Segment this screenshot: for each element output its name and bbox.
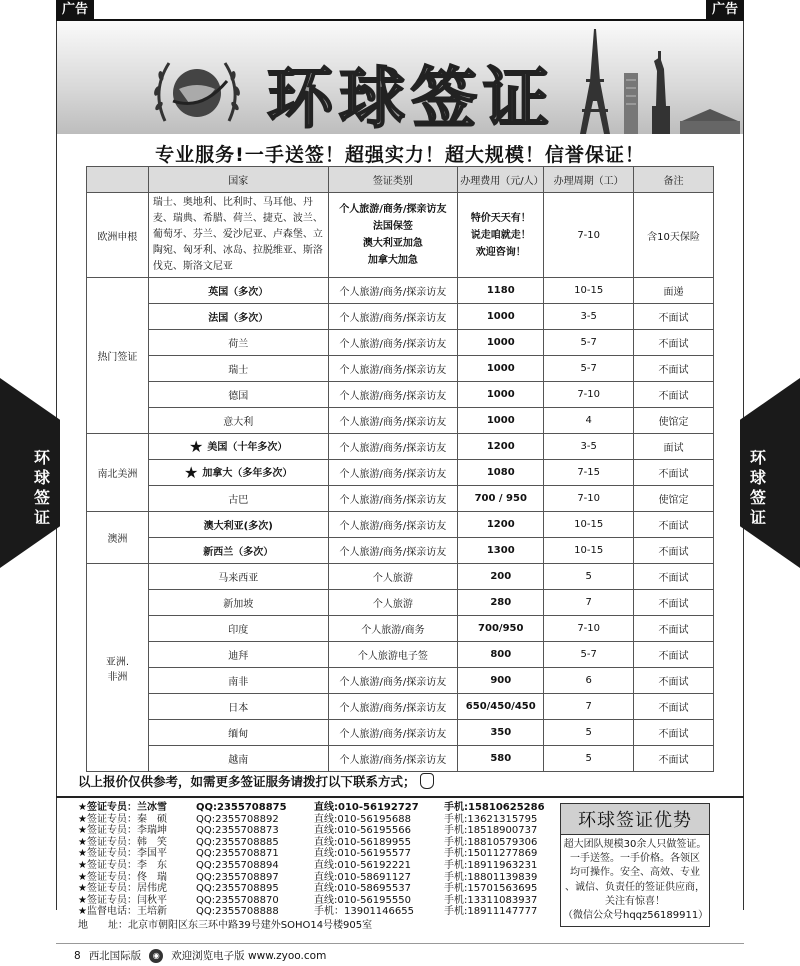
table-row: [87, 746, 714, 772]
note-cell: 不面试: [634, 616, 714, 642]
period-cell: 7-10: [544, 616, 634, 642]
advantage-box: [560, 803, 710, 927]
header-visa-type: 签证类别: [328, 167, 458, 193]
schengen-fee-line: 欢迎咨询！: [475, 246, 526, 258]
country-cell: [148, 382, 328, 408]
schengen-type-line: 个人旅游/商务/探亲访友: [339, 204, 447, 215]
period-cell: 5-7: [544, 642, 634, 668]
star-icon: ★: [189, 437, 204, 456]
region-cell: 澳洲: [87, 512, 149, 564]
contact-qq: QQ:2355708892: [196, 813, 279, 825]
fee-cell: 280: [458, 590, 544, 616]
advantage-line: 均可操作。安全、高效、专业: [570, 867, 700, 879]
header-country: 国家: [148, 167, 328, 193]
contact-mobile: 手机:18801139839: [444, 871, 538, 883]
fee-cell: 200: [458, 564, 544, 590]
ad-label-left: 广告: [56, 0, 94, 20]
country-name: 荷兰: [228, 339, 249, 350]
note-cell: 不面试: [634, 460, 714, 486]
schengen-period: 7-10: [544, 193, 634, 278]
note-cell: 不面试: [634, 694, 714, 720]
header-note: 备注: [634, 167, 714, 193]
country-name: 迪拜: [228, 651, 249, 662]
period-cell: 5-7: [544, 330, 634, 356]
header-period: 办理周期（工）: [544, 167, 634, 193]
visa-type-cell: 个人旅游/商务/探亲访友: [328, 434, 458, 460]
contact-mobile: 手机:18911147777: [444, 906, 538, 918]
country-name: 美国（十年多次）: [207, 442, 288, 453]
table-row-schengen: [87, 193, 714, 278]
ad-label-right: 广告: [706, 0, 744, 20]
visa-type-cell: 个人旅游/商务/探亲访友: [328, 486, 458, 512]
contact-row: [78, 872, 564, 884]
visa-type-cell: 个人旅游/商务/探亲访友: [328, 408, 458, 434]
period-cell: 3-5: [544, 434, 634, 460]
note-cell: 面递: [634, 278, 714, 304]
contact-qq: QQ:2355708888: [196, 906, 279, 918]
visa-type-cell: 个人旅游: [328, 564, 458, 590]
country-cell: [148, 694, 328, 720]
table-row: [87, 512, 714, 538]
note-cell: 不面试: [634, 590, 714, 616]
contact-mobile: 手机:15011277869: [444, 848, 538, 860]
advantage-line: 一手送签。一手价格。各领区: [570, 853, 700, 865]
country-cell: [148, 460, 328, 486]
contact-phone: 直线:010-56195688: [314, 813, 411, 825]
page-number: 8: [74, 949, 81, 962]
contact-mobile: 手机:18810579306: [444, 836, 538, 848]
region-cell: 欧洲申根: [87, 193, 149, 278]
country-cell: [148, 590, 328, 616]
contact-row: [78, 848, 564, 860]
contact-role: ★签证专员：李瑞坤: [78, 825, 167, 837]
paper-name: 西北国际版: [88, 950, 142, 962]
contact-row: [78, 837, 564, 849]
note-cell: 使馆定: [634, 408, 714, 434]
country-name: 印度: [228, 625, 249, 636]
section-divider: [56, 796, 744, 798]
note-cell: 不面试: [634, 642, 714, 668]
advantage-line: 超大团队规模30余人只做签证。: [563, 839, 707, 850]
country-name: 新加坡: [223, 599, 254, 610]
country-cell: [148, 616, 328, 642]
table-row: [87, 590, 714, 616]
country-name: 瑞士: [228, 365, 249, 376]
contact-row: [78, 814, 564, 826]
contact-role: ★签证专员：韩 笑: [78, 836, 167, 848]
fee-cell: 350: [458, 720, 544, 746]
country-name: 意大利: [223, 417, 254, 428]
note-cell: 不面试: [634, 330, 714, 356]
contact-row: [78, 860, 564, 872]
fee-cell: 1000: [458, 382, 544, 408]
header-fee: 办理费用（元/人）: [458, 167, 544, 193]
period-cell: 10-15: [544, 538, 634, 564]
note-cell: 不面试: [634, 668, 714, 694]
page-footer: [74, 948, 326, 963]
country-name: 古巴: [228, 495, 249, 506]
advantage-line: 关注有惊喜！: [605, 895, 665, 907]
contact-mobile: 手机:13621315795: [444, 813, 538, 825]
visa-type-cell: 个人旅游: [328, 590, 458, 616]
visa-type-cell: 个人旅游/商务/探亲访友: [328, 304, 458, 330]
table-row: [87, 460, 714, 486]
side-label-right: 环球签证: [749, 448, 766, 527]
contact-qq: QQ:2355708871: [196, 848, 279, 860]
fee-cell: 1000: [458, 408, 544, 434]
schengen-type-line: 法国保签: [372, 221, 413, 232]
advantage-title: 环球签证优势: [561, 804, 709, 835]
table-row: [87, 278, 714, 304]
country-name: 澳大利亚(多次): [203, 521, 273, 532]
country-cell: [148, 538, 328, 564]
table-row: [87, 486, 714, 512]
contact-row: [78, 895, 564, 907]
contact-role: ★签证专员：李国平: [78, 848, 167, 860]
period-cell: 7: [544, 590, 634, 616]
period-cell: 4: [544, 408, 634, 434]
landmarks-illustration: [552, 21, 742, 134]
contact-qq: QQ:2355708894: [196, 859, 279, 871]
fee-cell: 650/450/450: [458, 694, 544, 720]
advantage-body: [561, 835, 709, 926]
period-cell: 6: [544, 668, 634, 694]
fee-cell: 580: [458, 746, 544, 772]
visa-type-cell: 个人旅游/商务/探亲访友: [328, 382, 458, 408]
contact-role: ★签证专员：闫秋平: [78, 894, 167, 906]
note-cell: 不面试: [634, 304, 714, 330]
country-cell: [148, 746, 328, 772]
visa-type-cell: 个人旅游/商务: [328, 616, 458, 642]
schengen-fee-line: 说走咱就走！: [470, 229, 531, 241]
contact-mobile: 手机:15701563695: [444, 883, 538, 895]
table-row: [87, 538, 714, 564]
star-icon: ★: [184, 463, 199, 482]
table-row: [87, 408, 714, 434]
fee-cell: 800: [458, 642, 544, 668]
contact-phone: 手机：13901146655: [314, 906, 414, 918]
country-cell: [148, 304, 328, 330]
region-cell: 亚洲. 非洲: [87, 564, 149, 772]
table-header-row: [87, 167, 714, 193]
period-cell: 7-10: [544, 382, 634, 408]
slogan: 专业服务!一手送签！超强实力！超大规模！信誉保证！: [155, 144, 645, 166]
country-cell: [148, 486, 328, 512]
note-cell: 使馆定: [634, 486, 714, 512]
contact-role: ★签证专员：秦 硕: [78, 813, 167, 825]
region-cell: 南北美洲: [87, 434, 149, 512]
country-cell: [148, 356, 328, 382]
schengen-countries: 瑞士、奥地利、比利时、马耳他、丹麦、瑞典、希腊、荷兰、捷克、波兰、葡萄牙、芬兰、爱沙尼亚、卢森堡、立陶宛、匈牙利、冰岛、拉脱维亚、斯洛伐克、斯洛文尼亚: [148, 193, 328, 278]
country-name: 英国（多次）: [208, 287, 269, 298]
contact-list: [78, 802, 564, 918]
note-cell: 不面试: [634, 720, 714, 746]
period-cell: 3-5: [544, 304, 634, 330]
visa-type-cell: 个人旅游/商务/探亲访友: [328, 694, 458, 720]
visa-type-cell: 个人旅游/商务/探亲访友: [328, 512, 458, 538]
header-region: [87, 167, 149, 193]
fee-cell: 700 / 950: [458, 486, 544, 512]
fee-cell: 1200: [458, 512, 544, 538]
footer-rule: [56, 943, 744, 944]
note-cell: 面试: [634, 434, 714, 460]
contact-qq: QQ:2355708873: [196, 825, 279, 837]
contact-mobile: 手机:18518900737: [444, 825, 538, 837]
schengen-type-line: 澳大利亚加急: [362, 238, 423, 249]
period-cell: 10-15: [544, 512, 634, 538]
price-table: [86, 166, 714, 772]
schengen-fee-line: 特价天天有！: [470, 212, 531, 224]
fee-cell: 700/950: [458, 616, 544, 642]
note-cell: 不面试: [634, 538, 714, 564]
period-cell: 5-7: [544, 356, 634, 382]
fee-cell: 1080: [458, 460, 544, 486]
table-row: [87, 304, 714, 330]
country-cell: [148, 720, 328, 746]
contact-phone: 直线:010-58691127: [314, 871, 411, 883]
fee-cell: 1200: [458, 434, 544, 460]
note-cell: 不面试: [634, 746, 714, 772]
contact-phone: 直线:010-56192727: [314, 802, 419, 813]
reference-note-text: 以上报价仅供参考，如需更多签证服务请拨打以下联系方式；: [78, 774, 416, 789]
pointing-hand-icon: [420, 773, 434, 789]
country-name: 缅甸: [228, 729, 249, 740]
period-cell: 5: [544, 720, 634, 746]
publisher-logo-icon: ◉: [149, 949, 163, 963]
country-cell: [148, 642, 328, 668]
contact-role: ★签证专员：佟 瑞: [78, 871, 167, 883]
period-cell: 10-15: [544, 278, 634, 304]
note-cell: 不面试: [634, 512, 714, 538]
table-row: [87, 616, 714, 642]
advantage-line: 、诚信、负责任的签证供应商，: [565, 881, 705, 893]
contact-role: ★签证专员：兰冰雪: [78, 802, 167, 813]
contact-mobile: 手机:15810625286: [444, 802, 545, 813]
country-cell: [148, 278, 328, 304]
fee-cell: 900: [458, 668, 544, 694]
region-cell: 热门签证: [87, 278, 149, 434]
contact-phone: 直线:010-56195577: [314, 848, 411, 860]
advantage-line: （微信公众号hqqz56189911）: [563, 910, 709, 922]
table-row: [87, 642, 714, 668]
country-name: 德国: [228, 391, 249, 402]
country-cell: [148, 408, 328, 434]
period-cell: 5: [544, 746, 634, 772]
fee-cell: 1000: [458, 304, 544, 330]
country-name: 加拿大（多年多次）: [202, 468, 293, 479]
schengen-note: 含10天保险: [634, 193, 714, 278]
table-row: [87, 330, 714, 356]
period-cell: 7-10: [544, 486, 634, 512]
contact-phone: 直线:010-56195550: [314, 894, 411, 906]
visa-type-cell: 个人旅游/商务/探亲访友: [328, 330, 458, 356]
country-name: 越南: [228, 755, 249, 766]
table-row: [87, 356, 714, 382]
period-cell: 7: [544, 694, 634, 720]
contact-row: [78, 825, 564, 837]
reference-note: [78, 772, 434, 790]
table-row: [87, 564, 714, 590]
contact-qq: QQ:2355708895: [196, 883, 279, 895]
banner: [57, 21, 743, 134]
globe-laurel-logo: [147, 51, 247, 131]
contact-row: [78, 802, 564, 814]
note-cell: 不面试: [634, 356, 714, 382]
contact-mobile: 手机:18911963231: [444, 859, 538, 871]
note-cell: 不面试: [634, 564, 714, 590]
fee-cell: 1000: [458, 356, 544, 382]
country-name: 新西兰（多次）: [203, 547, 274, 558]
visa-type-cell: 个人旅游电子签: [328, 642, 458, 668]
schengen-fee: [458, 193, 544, 278]
country-cell: [148, 564, 328, 590]
visa-type-cell: 个人旅游/商务/探亲访友: [328, 538, 458, 564]
table-row: [87, 434, 714, 460]
visa-type-cell: 个人旅游/商务/探亲访友: [328, 460, 458, 486]
visa-type-cell: 个人旅游/商务/探亲访友: [328, 356, 458, 382]
banner-title: 环球签证: [267, 60, 555, 134]
visa-type-cell: 个人旅游/商务/探亲访友: [328, 278, 458, 304]
country-name: 南非: [228, 677, 249, 688]
schengen-types: [328, 193, 458, 278]
contact-row: [78, 883, 564, 895]
country-name: 马来西亚: [218, 573, 259, 584]
country-cell: [148, 330, 328, 356]
footer-text: 欢迎浏览电子版 www.zyoo.com: [171, 950, 327, 962]
fee-cell: 1300: [458, 538, 544, 564]
contact-role: ★签证专员：李 东: [78, 859, 167, 871]
visa-type-cell: 个人旅游/商务/探亲访友: [328, 720, 458, 746]
country-name: 法国（多次）: [208, 313, 269, 324]
table-row: [87, 382, 714, 408]
contact-phone: 直线:010-56195566: [314, 825, 411, 837]
fee-cell: 1000: [458, 330, 544, 356]
note-cell: 不面试: [634, 382, 714, 408]
period-cell: 5: [544, 564, 634, 590]
contact-role: ★签证专员：居伟虎: [78, 883, 167, 895]
visa-type-cell: 个人旅游/商务/探亲访友: [328, 668, 458, 694]
table-row: [87, 694, 714, 720]
contact-qq: QQ:2355708875: [196, 802, 287, 813]
schengen-type-line: 加拿大加急: [367, 255, 418, 266]
contact-phone: 直线:010-58695537: [314, 883, 411, 895]
contact-role: ★监督电话：王培新: [78, 906, 167, 918]
visa-type-cell: 个人旅游/商务/探亲访友: [328, 746, 458, 772]
contact-phone: 直线:010-56189955: [314, 836, 411, 848]
country-name: 日本: [228, 703, 249, 714]
fee-cell: 1180: [458, 278, 544, 304]
contact-qq: QQ:2355708897: [196, 871, 279, 883]
contact-qq: QQ:2355708870: [196, 894, 279, 906]
country-cell: [148, 512, 328, 538]
period-cell: 7-15: [544, 460, 634, 486]
country-cell: [148, 434, 328, 460]
side-label-left: 环球签证: [33, 448, 50, 527]
contact-phone: 直线:010-56192221: [314, 859, 411, 871]
table-row: [87, 668, 714, 694]
contact-mobile: 手机:13311083937: [444, 894, 538, 906]
table-row: [87, 720, 714, 746]
address: 地 址：北京市朝阳区东三环中路39号建外SOHO14号楼905室: [78, 920, 373, 931]
contact-qq: QQ:2355708885: [196, 836, 279, 848]
country-cell: [148, 668, 328, 694]
